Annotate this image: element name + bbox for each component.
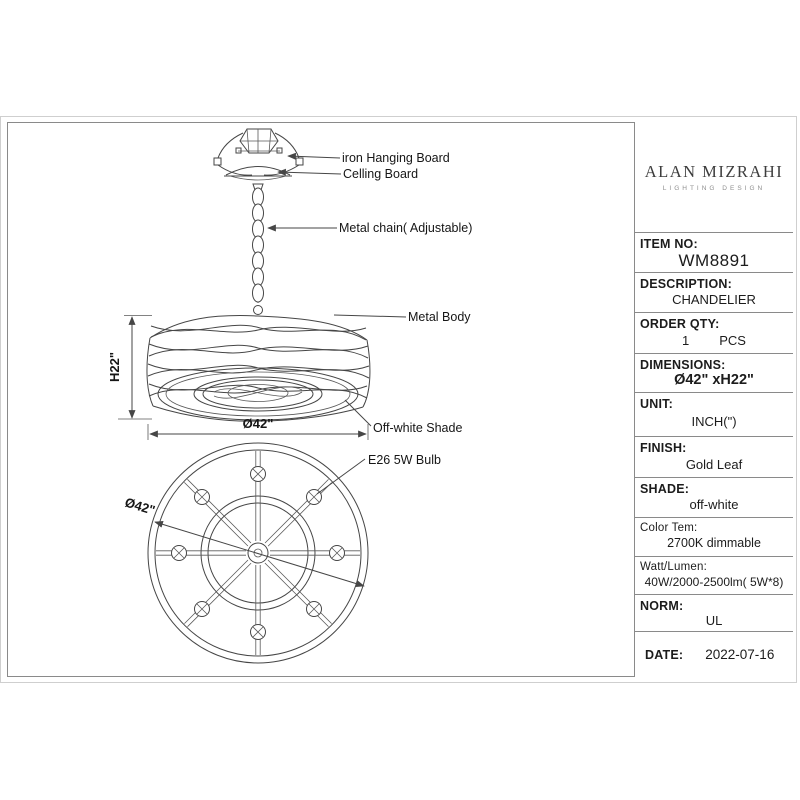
row-date: [635, 631, 793, 677]
brand-logo: [635, 122, 793, 232]
color-temp-value: 2700K dimmable: [667, 536, 761, 550]
row-watt-lumen: [635, 556, 793, 594]
unit-label: UNIT:: [640, 397, 673, 411]
row-color-temp: [635, 517, 793, 556]
watt-lumen-value: 40W/2000-2500lm( 5W*8): [644, 574, 784, 589]
label-metal-body: Metal Body: [408, 310, 471, 324]
metal-body-drawing: [147, 316, 370, 422]
order-qty-value: [635, 331, 793, 353]
chain-drawing: [253, 188, 264, 315]
row-finish: [635, 436, 793, 477]
order-qty-number: 1: [682, 332, 690, 348]
row-description: [635, 272, 793, 312]
label-metal-chain: Metal chain( Adjustable): [339, 221, 473, 235]
brand-tagline: LIGHTING DESIGN: [662, 185, 766, 192]
label-e26-bulb: E26 5W Bulb: [368, 453, 441, 467]
canopy-drawing: [214, 129, 303, 190]
item-no-label: ITEM NO:: [640, 237, 698, 251]
dim-diameter-side: Ø42": [242, 416, 274, 431]
bottom-view-drawing: [148, 443, 368, 663]
description-label: DESCRIPTION:: [640, 277, 732, 291]
dim-height: H22": [107, 351, 122, 383]
watt-lumen-label: Watt/Lumen:: [640, 561, 707, 573]
spec-panel: [634, 122, 793, 677]
row-norm: [635, 594, 793, 631]
label-ceiling-board: Celling Board: [343, 167, 419, 181]
order-qty-unit: PCS: [719, 332, 746, 348]
row-unit: [635, 392, 793, 436]
color-temp-label: Color Tem:: [640, 522, 698, 534]
description-value: CHANDELIER: [672, 292, 756, 307]
date-value: 2022-07-16: [705, 647, 775, 662]
item-no-value: WM8891: [678, 251, 750, 270]
row-dimensions: [635, 353, 793, 392]
norm-value: UL: [705, 613, 723, 628]
order-qty-label: ORDER QTY:: [640, 317, 720, 331]
row-item-no: [635, 232, 793, 272]
shade-value: off-white: [689, 497, 739, 512]
finish-value: Gold Leaf: [685, 456, 743, 472]
label-off-white-shade: Off-white Shade: [373, 421, 463, 435]
leader-lines: [268, 156, 406, 494]
dim-diameter-bottom: Ø42": [123, 494, 157, 518]
norm-label: NORM:: [640, 599, 684, 613]
shade-label: SHADE:: [640, 482, 690, 496]
label-iron-hanging-board: iron Hanging Board: [342, 151, 450, 165]
date-label: DATE:: [645, 647, 684, 662]
dimensions-value: Ø42" xH22": [674, 372, 754, 388]
finish-label: FINISH:: [640, 441, 687, 455]
dimensions-label: DIMENSIONS:: [640, 358, 726, 372]
row-order-qty: [635, 312, 793, 353]
row-shade: [635, 477, 793, 517]
unit-value: INCH("): [691, 414, 737, 429]
brand-name: ALAN MIZRAHI: [644, 162, 784, 181]
